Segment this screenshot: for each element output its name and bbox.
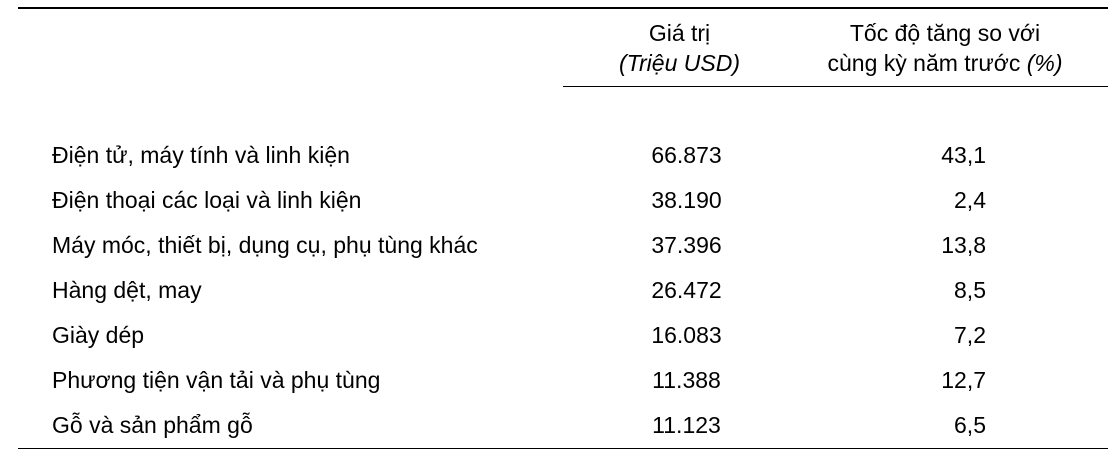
product-label: Phương tiện vận tải và phụ tùng [52,367,381,393]
product-label: Hàng dệt, may [52,277,202,303]
table-row [18,313,1108,358]
growth-cell: 8,5 [954,277,986,303]
product-label: Điện tử, máy tính và linh kiện [52,142,350,168]
growth-cell: 7,2 [954,322,986,348]
page [0,7,1113,467]
growth-cell: 6,5 [810,403,1108,449]
product-label: Gỗ và sản phẩm gỗ [18,403,563,449]
table-row [18,358,1108,403]
spacer-row [18,87,1108,134]
growth-header-unit: (%) [1026,49,1063,76]
product-label: Giày dép [52,322,145,348]
table-row [18,178,1108,223]
value-cell: 16.083 [651,322,722,348]
value-cell: 66.873 [651,142,722,168]
growth-column-header [810,8,1108,87]
value-cell: 38.190 [651,187,722,213]
growth-header-line2: cùng kỳ năm trước (%) [827,49,1063,76]
table-row [18,133,1108,178]
growth-header-line1: Tốc độ tăng so với [849,19,1041,46]
value-cell: 11.123 [563,403,810,449]
value-header-line1: Giá trị [648,19,711,46]
growth-cell: 43,1 [941,142,986,168]
value-cell: 26.472 [651,277,722,303]
table-header-row [18,8,1108,87]
export-commodities-table [18,7,1108,449]
growth-cell: 12,7 [941,367,986,393]
value-header-unit: (Triệu USD) [619,49,740,76]
commodity-column-header [18,8,563,87]
growth-cell: 2,4 [954,187,986,213]
value-cell: 37.396 [651,232,722,258]
value-column-header [563,8,810,87]
value-cell: 11.388 [652,367,721,393]
table-row [18,403,1108,449]
table-row [18,268,1108,313]
growth-cell: 13,8 [941,232,986,258]
product-label: Máy móc, thiết bị, dụng cụ, phụ tùng khác [52,232,478,258]
product-label: Điện thoại các loại và linh kiện [52,187,362,213]
table-row [18,223,1108,268]
